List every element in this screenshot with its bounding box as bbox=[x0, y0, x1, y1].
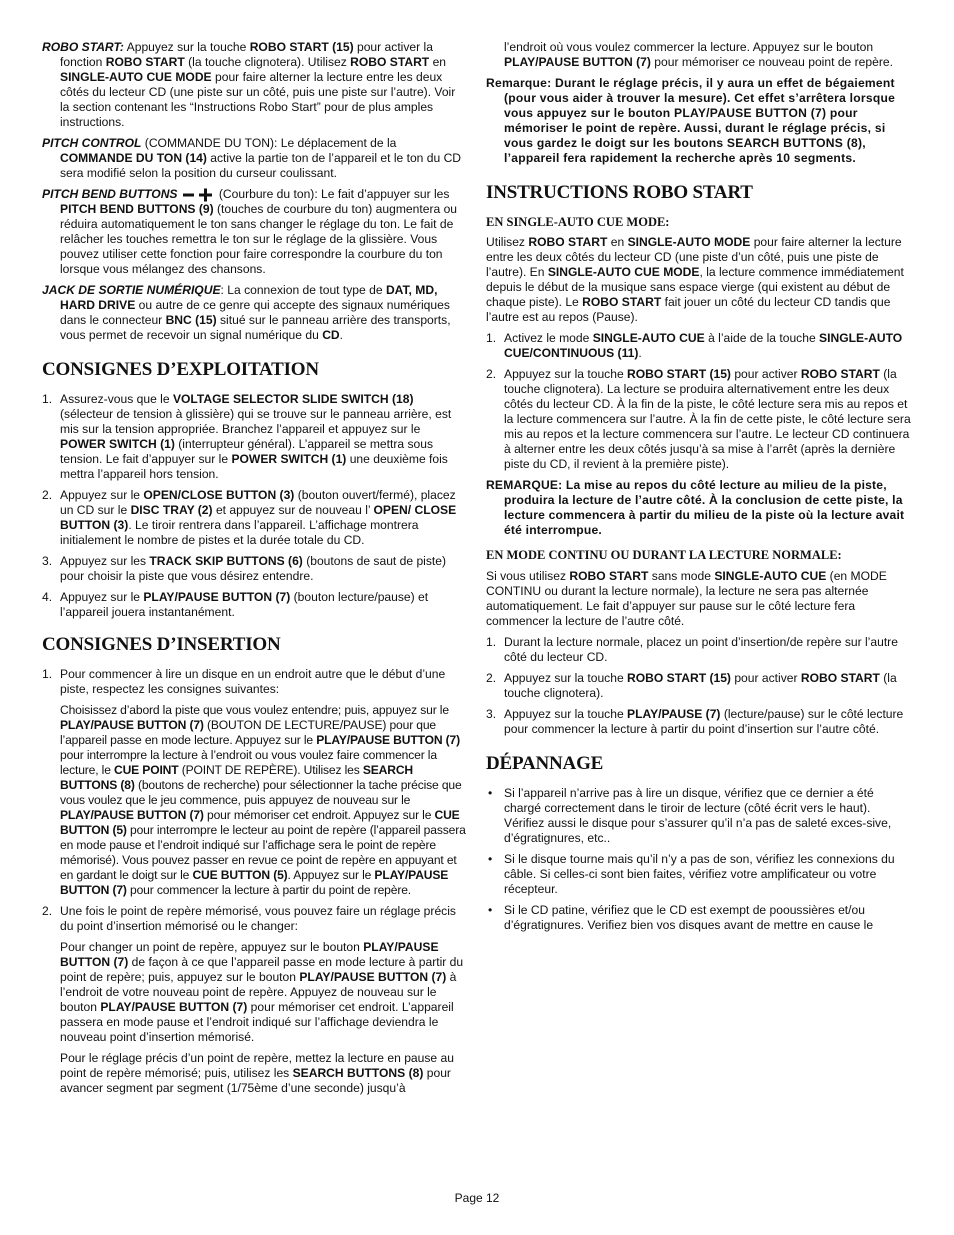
def-pitch-bend-buttons: PITCH BEND BUTTONS (Courbure du ton): Le fait d’appuyer sur les PITCH BEND BUTTONS (9) (touches de courbure du ton) augmentera ou réduira automatiquement le ton sans changer le réglage du ton. Le fait de relâcher les touches remettra le ton sur le réglage de la glissière. Vous pouvez utiliser cette fonction pour faire correspondre la courbure du ton lorsque vous mélangez des chansons. bbox=[42, 187, 458, 276]
list-insertion bbox=[42, 667, 466, 1096]
list-item: • Si le disque tourne mais qu’il n’y a pas de son, vérifiez les connexions du câble. Si celles-ci sont bien faites, vérifiez votre amplificateur ou votre récepteur. bbox=[488, 852, 895, 896]
robo-intro-2: Si vous utilisez ROBO START sans mode SINGLE-AUTO CUE (en MODE CONTINU ou durant la lecture normale), la lecture ne sera pas alternée automatiquement. Le fait d’appuyer sur pause sur le côté lecture fera commencer la lecture de l’autre côté. bbox=[486, 569, 887, 628]
heading-depannage: DÉPANNAGE bbox=[486, 753, 604, 774]
list-item: 2. Appuyez sur la touche ROBO START (15) pour activer ROBO START (la touche clignotera). La lecture se produira alternativement entre les deux côtés du lecteur CD. À la fin de la piste, le côté lecture sera mis au repos et la lecture commencera sur l’autre. À la fin de cette piste, le côté lecture sera mis au repos et la lecture commencera sur l’autre. Le lecteur CD continuera à alterner entre les deux côtés jusqu’à sa mise à l’arrêt (après la dernière piste du CD, il revient à la première piste). bbox=[486, 367, 911, 471]
continued-paragraph: l’endroit où vous voulez commercer la lecture. Appuyez sur le bouton PLAY/PAUSE BUTTON (7) pour mémoriser ce nouveau point de repère. bbox=[504, 40, 893, 69]
def-pitch-control: PITCH CONTROL (COMMANDE DU TON): Le déplacement de la COMMANDE DU TON (14) active la partie ton de l’appareil et le ton du CD sera modifié selon la position du curseur coulissant. bbox=[42, 136, 462, 180]
list-depannage bbox=[486, 786, 912, 933]
pitch-bend-icons bbox=[180, 188, 214, 202]
subheading-mode-continu: EN MODE CONTINU OU DURANT LA LECTURE NORMALE: bbox=[486, 548, 842, 562]
heading-robo-start: INSTRUCTIONS ROBO START bbox=[486, 182, 753, 203]
list-item: 2. Appuyez sur la touche ROBO START (15) pour activer ROBO START (la touche clignotera). bbox=[486, 671, 897, 700]
insertion-paragraph-3: Pour le réglage précis d’un point de repère, mettez la lecture en pause au point de repère mémorisé; puis, utilisez les SEARCH BUTTONS (8) pour avancer segment par segment (1/75ème d’une seconde) jusqu’à bbox=[60, 1051, 454, 1095]
heading-exploitation: CONSIGNES D’EXPLOITATION bbox=[42, 359, 319, 380]
def-robo-start: ROBO START: Appuyez sur la touche ROBO START (15) pour activer la fonction ROBO START (la touche clignotera). Utilisez ROBO START en SINGLE-AUTO CUE MODE pour faire alterner la lecture entre les deux côtés du lecteur CD (une piste sur un côté, puis une piste sur l’autre). Voir la section contenant les “Instructions Robo Start” pour de plus amples instructions. bbox=[42, 40, 456, 129]
plus-icon bbox=[199, 188, 212, 201]
remarque-note: Remarque: Durant le réglage précis, il y aura un effet de bégaiement (pour vous aider à trouver la mesure). Cet effet s’arrêtera lorsque vous appuyez sur le bouton PLAY/PAUSE BUTTON (7) pour mémoriser le point de repère. Aussi, durant le réglage précis, si vous gardez le doigt sur les boutons SEARCH BUTTONS (8), l’appareil fera rapidement la recherche après 10 segments. bbox=[486, 76, 896, 165]
list-robo-continu bbox=[486, 635, 912, 737]
heading-insertion: CONSIGNES D’INSERTION bbox=[42, 634, 281, 655]
list-item: 3. Appuyez sur la touche PLAY/PAUSE (7) (lecture/pause) sur le côté lecture pour commencer la lecture à partir du point d’insertion sur l’autre côté. bbox=[486, 707, 904, 736]
list-item: 3. Appuyez sur les TRACK SKIP BUTTONS (6) (boutons de saut de piste) pour choisir la piste que vous désirez entendre. bbox=[42, 554, 447, 583]
list-item: 2. Une fois le point de repère mémorisé, vous pouvez faire un réglage précis du point d’insertion mémorisé ou le changer: Pour changer un point de repère, appuyez sur le bouton PLAY/PAUSE BUTTON (7) de façon à ce que l’appareil passe en mode lecture à partir du point de repère; puis, appuyez sur le bouton PLAY/PAUSE BUTTON (7) à l’endroit de votre nouveau point de repère. Appuyez de nouveau sur le bouton PLAY/PAUSE BUTTON (7) pour mémoriser cet endroit. L’appareil passera en mode pause et l’endroit indiqué sur l’affichage deviendra le nouveau point d’insertion mémorisé. Pour le réglage précis d’un point de repère, mettez la lecture en pause au point de repère mémorisé; puis, utilisez les SEARCH BUTTONS (8) pour avancer segment par segment (1/75ème d’une seconde) jusqu’à bbox=[42, 904, 466, 1096]
insertion-paragraph-1: Choisissez d’abord la piste que vous voulez entendre; puis, appuyez sur le PLAY/PAUSE BUTTON (7) (BOUTON DE LECTURE/PAUSE) pour que l’appareil passe en mode lecture. Appuyez sur le PLAY/PAUSE BUTTON (7) pour interrompre la lecture à l’endroit ou vous voulez faire commencer la lecture, le CUE POINT (POINT DE REPÈRE). Utilisez les SEARCH BUTTONS (8) (boutons de recherche) pour sélectionner la tache précise que vous voulez que le jeu commence, puis appuyez de nouveau sur le PLAY/PAUSE BUTTON (7) pour mémoriser cet endroit. Appuyez sur le CUE BUTTON (5) pour interrompre le lecteur au point de repère (l’appareil passera en mode pause et l’endroit indiqué sur l’affichage sera le point de repère mémorisé). Vous pouvez passer en revue ce point de repère en appuyant et en gardant le doigt sur le CUE BUTTON (5). Appuyez sur le PLAY/PAUSE BUTTON (7) pour commencer la lecture à partir du point de repère. bbox=[60, 703, 466, 897]
robo-intro: Utilisez ROBO START en SINGLE-AUTO MODE pour faire alterner la lecture entre les deux côtés du lecteur CD (une piste d’un côté, puis une piste de l’autre). En SINGLE-AUTO CUE MODE, la lecture commence immédiatement depuis le début de la musique sans espace vierge (qui existent au début de chaque piste). Le ROBO START fait jouer un côté du lecteur CD tandis que l’autre est au repos (Pause). bbox=[486, 235, 904, 324]
list-item: 1. Activez le mode SINGLE-AUTO CUE à l’aide de la touche SINGLE-AUTO CUE/CONTINUOUS (11). bbox=[486, 331, 903, 360]
insertion-paragraph-2: Pour changer un point de repère, appuyez sur le bouton PLAY/PAUSE BUTTON (7) de façon à ce que l’appareil passe en mode lecture à partir du point de repère; puis, appuyez sur le bouton PLAY/PAUSE BUTTON (7) à l’endroit de votre nouveau point de repère. Appuyez de nouveau sur le bouton PLAY/PAUSE BUTTON (7) pour mémoriser cet endroit. L’appareil passera en mode pause et l’endroit indiqué sur l’affichage deviendra le nouveau point d’insertion mémorisé. bbox=[60, 940, 464, 1044]
list-item: 1. Pour commencer à lire un disque en un endroit autre que le début d’une piste, respectez les consignes suivantes: Choisissez d’abord la piste que vous voulez entendre; puis, appuyez sur le PLAY/PAUSE BUTTON (7) (BOUTON DE LECTURE/PAUSE) pour que l’appareil passe en mode lecture. Appuyez sur le PLAY/PAUSE BUTTON (7) pour interrompre la lecture à l’endroit ou vous voulez faire commencer la lecture, le CUE POINT (POINT DE REPÈRE). Utilisez les SEARCH BUTTONS (8) (boutons de recherche) pour sélectionner la tache précise que vous voulez que le jeu commence, puis appuyez de nouveau sur le PLAY/PAUSE BUTTON (7) pour mémoriser cet endroit. Appuyez sur le CUE BUTTON (5) pour interrompre le lecteur au point de repère (l’appareil passera en mode pause et l’endroit indiqué sur l’affichage sera le point de repère mémorisé). Vous pouvez passer en revue ce point de repère en appuyant et en gardant le doigt sur le CUE BUTTON (5). Appuyez sur le PLAY/PAUSE BUTTON (7) pour commencer la lecture à partir du point de repère. bbox=[42, 667, 466, 897]
list-exploitation bbox=[42, 392, 466, 620]
subheading-single-auto-cue: EN SINGLE-AUTO CUE MODE: bbox=[486, 215, 670, 229]
list-robo-single bbox=[486, 331, 912, 472]
list-item: 1. Durant la lecture normale, placez un point d’insertion/de repère sur l’autre côté du lecteur CD. bbox=[486, 635, 898, 664]
list-item: 1. Assurez-vous que le VOLTAGE SELECTOR SLIDE SWITCH (18) (sélecteur de tension à glissière) qui se trouve sur le panneau arrière, est mis sur la tension appropriée. Branchez l’appareil et appuyez sur le POWER SWITCH (1) (interrupteur général). L’appareil se mettra sous tension. Le fait d’appuyer sur le POWER SWITCH (1) une deuxième fois mettra l’appareil hors tension. bbox=[42, 392, 452, 481]
minus-icon bbox=[183, 193, 194, 196]
list-item: • Si le CD patine, vérifiez que le CD est exempt de pooussières et/ou d’égratignures. Verifiez bien vos disques avant de mettre en cause le bbox=[488, 903, 874, 932]
right-column bbox=[486, 40, 912, 939]
remarque-robo: REMARQUE: La mise au repos du côté lecture au milieu de la piste, produira la lecture de l’autre côté. À la conclusion de cette piste, la lecture commencera à partir du milieu de la piste où la lecture avait été interrompue. bbox=[486, 478, 905, 537]
left-column bbox=[42, 40, 466, 1102]
list-item: 2. Appuyez sur le OPEN/CLOSE BUTTON (3) (bouton ouvert/fermé), placez un CD sur le DISC TRAY (2) et appuyez sur de nouveau l’ OPEN/ CLOSE BUTTON (3). Le tiroir rentrera dans l’appareil. L’affichage montrera initialement le nombre de pistes et la durée totale du CD. bbox=[42, 488, 457, 547]
list-item: • Si l’appareil n’arrive pas à lire un disque, vérifiez que ce dernier a été chargé correctement dans le tiroir de lecture (côté écrit vers le haut). Vérifiez aussi le disque pour s’assurer qu’il n’a pas de saleté exces-sive, d’égratignures, etc.. bbox=[488, 786, 892, 845]
def-jack-sortie: JACK DE SORTIE NUMÉRIQUE: La connexion de tout type de DAT, MD, HARD DRIVE ou autre de ce genre qui accepte des signaux numériques dans le connecteur BNC (15) situé sur le panneau arrière des transports, vous permet de recevoir un signal numérique du CD. bbox=[42, 283, 451, 342]
page-number: Page 12 bbox=[454, 1191, 500, 1205]
list-item: 4. Appuyez sur le PLAY/PAUSE BUTTON (7) (bouton lecture/pause) et l’appareil jouera instantanément. bbox=[42, 590, 429, 619]
